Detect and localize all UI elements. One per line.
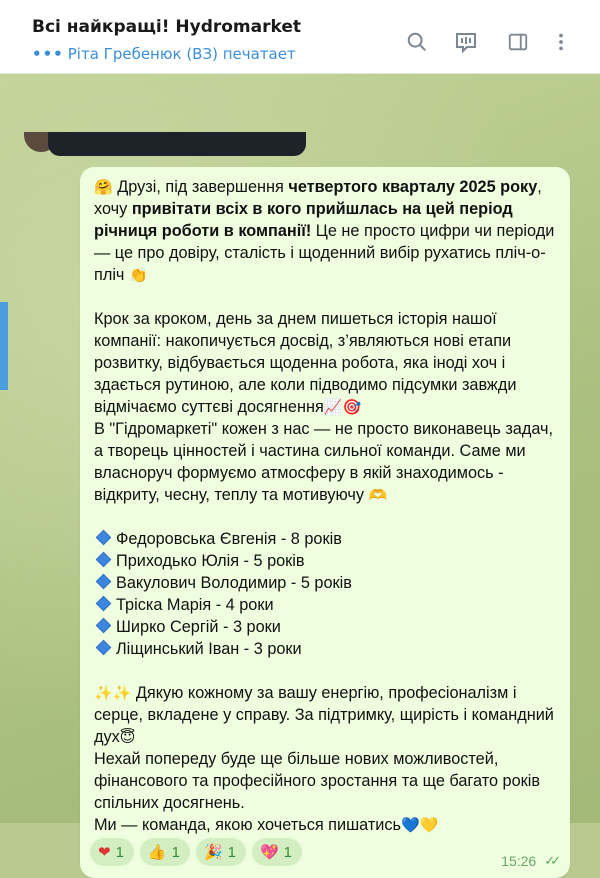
reaction-heart[interactable] (90, 838, 134, 866)
clapping-hands-icon: 👏 (128, 266, 148, 284)
sidebar-toggle-icon[interactable] (506, 30, 530, 54)
live-stream-icon[interactable] (454, 30, 478, 54)
sparkles-icon: ✨✨ (94, 684, 132, 702)
heart-hands-icon: 🫶 (368, 486, 388, 504)
reactions-bar (90, 838, 302, 866)
party-popper-icon: 🎉 (203, 843, 223, 861)
blue-yellow-hearts-icon: 💙💛 (401, 816, 439, 834)
blue-diamond-icon (96, 596, 112, 612)
blue-diamond-icon (96, 640, 112, 656)
list-item: Приходько Юлія - 5 років (94, 550, 556, 572)
message-paragraph: Ми — команда, якою хочеться пишатись💙💛 (94, 816, 439, 834)
message-time: 15:26 (501, 853, 537, 869)
list-item: Вакулович Володимир - 5 років (94, 572, 556, 594)
list-item: Ширко Сергій - 3 роки (94, 616, 556, 638)
chat-header (0, 0, 600, 74)
typing-dots-icon: ••• (32, 45, 64, 63)
chat-background (0, 74, 600, 869)
list-item: Тріска Марія - 4 роки (94, 594, 556, 616)
double-check-icon: ✓✓ (544, 853, 556, 869)
message-text (94, 176, 556, 836)
blue-diamond-icon (96, 530, 112, 546)
typing-text: Рiта Гребенюк (ВЗ) печатает (67, 45, 296, 63)
typing-status (32, 45, 296, 63)
message-paragraph: ✨✨ Дякую кожному за вашу енергію, професіоналізм і серце, вкладене у справу. За підтримку, щирість і командний дух😇 (94, 684, 554, 746)
message-paragraph: В "Гідромаркеті" кожен з нас — не просто виконавець задач, а творець цінностей і частина сильної команди. Саме ми власноруч формуємо атмосферу в якій знаходимось - відкриту, чесну, теплу та мотивуючу 🫶 (94, 420, 554, 504)
blue-diamond-icon (96, 618, 112, 634)
chat-title[interactable]: Всі найкращі! Hydromarket (32, 17, 301, 37)
chart-target-icon: 📈🎯 (323, 398, 362, 416)
reaction-party[interactable] (196, 838, 246, 866)
message-paragraph: 🤗 Друзі, під завершення четвертого кварталу 2025 року, хочу привітати всіх в кого прийшлась на цей період річниця роботи в компанії! Це не просто цифри чи періоди — це про довіру, сталість і щоденний вибір рухатись пліч-о-пліч 👏 (94, 178, 555, 284)
halo-face-icon: 😇 (119, 728, 136, 746)
reaction-count: 1 (171, 843, 180, 861)
message-meta (501, 853, 556, 869)
reaction-count: 1 (283, 843, 293, 861)
anniversary-list (94, 528, 556, 660)
red-heart-icon: ❤ (98, 843, 111, 861)
hugging-face-icon: 🤗 (94, 178, 113, 196)
more-vertical-icon[interactable] (549, 30, 573, 54)
reaction-thumbs-up[interactable] (140, 838, 190, 866)
sparkling-heart-icon: 💖 (259, 843, 279, 861)
thumbs-up-icon: 👍 (147, 843, 167, 861)
previous-message-bubble[interactable] (48, 132, 306, 156)
message-paragraph: Крок за кроком, день за днем пишеться історія нашої компанії: накопичується досвід, з’являються нові етапи розвитку, відбувається щоденна робота, яка іноді хоч і здається рутиною, але коли підводимо підсумки завжди відмічаємо суттєві досягнення📈🎯 (94, 310, 517, 416)
reaction-count: 1 (115, 843, 124, 861)
search-icon[interactable] (405, 30, 429, 54)
list-item: Федоровська Євгенія - 8 років (94, 528, 556, 550)
reaction-count: 1 (227, 843, 236, 861)
message-bubble[interactable] (80, 167, 570, 878)
scroll-indicator[interactable] (0, 302, 8, 390)
list-item: Ліщинський Іван - 3 роки (94, 638, 556, 660)
message-paragraph: Нехай попереду буде ще більше нових можливостей, фінансового та професійного зростання та ще багато років спільних досягнень. (94, 750, 541, 812)
reaction-sparkling-heart[interactable] (252, 838, 302, 866)
blue-diamond-icon (96, 574, 112, 590)
blue-diamond-icon (96, 552, 112, 568)
